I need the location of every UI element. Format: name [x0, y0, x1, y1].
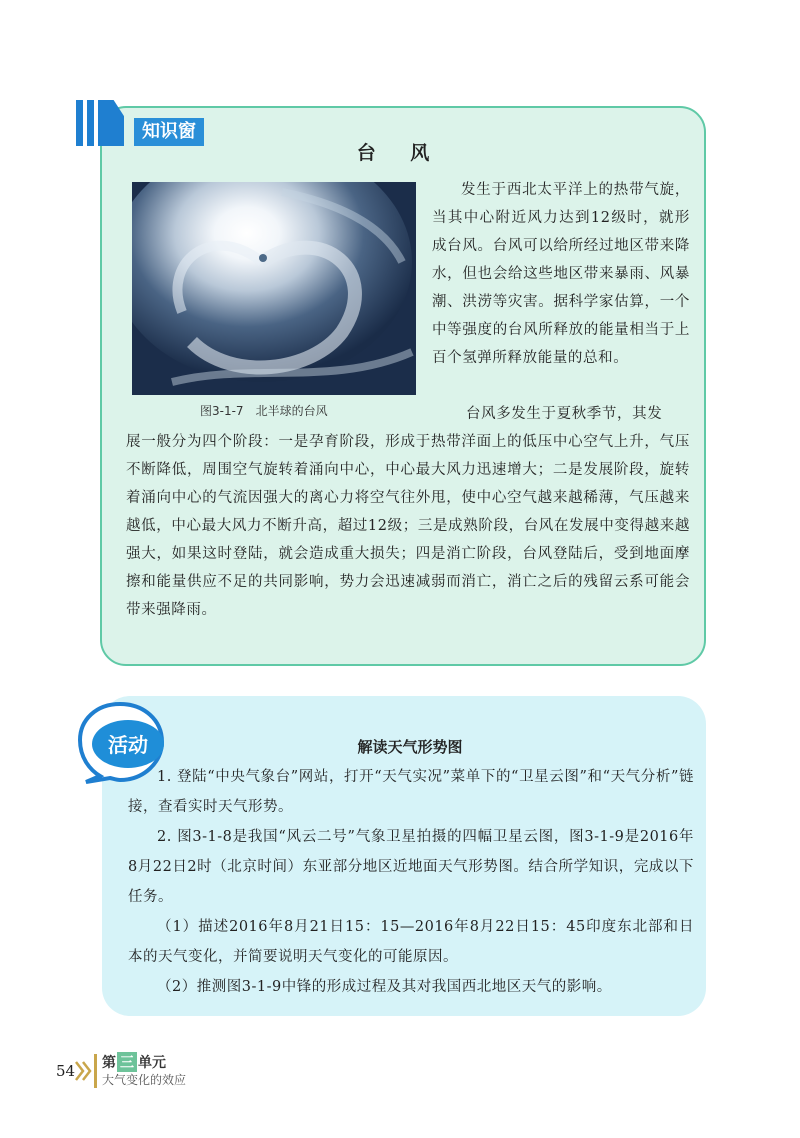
unit-prefix: 第	[102, 1055, 116, 1071]
typhoon-paragraph-2	[126, 400, 690, 624]
knowledge-window-tag	[74, 96, 214, 152]
activity-item: 2. 图3-1-8是我国“风云二号”气象卫星拍摄的四幅卫星云图，图3-1-9是2016年8月22日2时（北京时间）东亚部分地区近地面天气形势图。结合所学知识，完成以下任务。	[128, 829, 694, 905]
typhoon-paragraph-1: 发生于西北太平洋上的热带气旋，当其中心附近风力达到12级时，就形成台风。台风可以给所经过地区带来降水，但也会给这些地区带来暴雨、风暴潮、洪涝等灾害。据科学家估算，一个中等强度的台风所释放的能量相当于上百个氢弹所释放能量的总和。	[432, 182, 690, 366]
activity-item: （1）描述2016年8月21日15：15—2016年8月22日15：45印度东北部和日本的天气变化，并简要说明天气变化的可能原因。	[128, 919, 694, 965]
activity-label: 活动	[108, 733, 148, 757]
activity-title: 解读天气形势图	[357, 738, 463, 756]
figure-caption: 图3-1-7 北半球的台风	[200, 404, 328, 418]
unit-heading	[102, 1052, 166, 1072]
activity-item: （2）推测图3-1-9中锋的形成过程及其对我国西北地区天气的影响。	[157, 979, 612, 995]
typhoon-paragraph-2-body: 展一般分为四个阶段：一是孕育阶段，形成于热带洋面上的低压中心空气上升，气压不断降低，周围空气旋转着涌向中心，中心最大风力迅速增大；二是发展阶段，旋转着涌向中心的气流因强大的离心力将空气往外甩，使中心空气越来越稀薄，气压越来越低，中心最大风力不断升高，超过12级；三是成熟阶段，台风在发展中变得越来越强大，如果这时登陆，就会造成重大损失；四是消亡阶段，台风登陆后，受到地面摩擦和能量供应不足的共同影响，势力会迅速减弱而消亡，消亡之后的残留云系可能会带来强降雨。	[126, 434, 690, 618]
page-number: 54	[56, 1062, 76, 1080]
typhoon-paragraph-2-lead: 台风多发生于夏秋季节，其发	[466, 406, 663, 422]
knowledge-window-icon	[74, 100, 128, 150]
unit-number-badge: 三	[117, 1052, 137, 1072]
unit-title: 大气变化的效应	[102, 1073, 187, 1087]
knowledge-window-label: 知识窗	[134, 118, 204, 146]
knowledge-window-title: 台 风	[356, 142, 444, 164]
unit-suffix: 单元	[138, 1055, 166, 1071]
typhoon-satellite-image	[132, 182, 416, 395]
activity-item: 1. 登陆“中央气象台”网站，打开“天气实况”菜单下的“卫星云图”和“天气分析”链接，查看实时天气形势。	[128, 769, 694, 815]
activity-body	[128, 762, 694, 1002]
footer-divider	[94, 1054, 97, 1088]
chevron-right-icon	[74, 1060, 92, 1082]
